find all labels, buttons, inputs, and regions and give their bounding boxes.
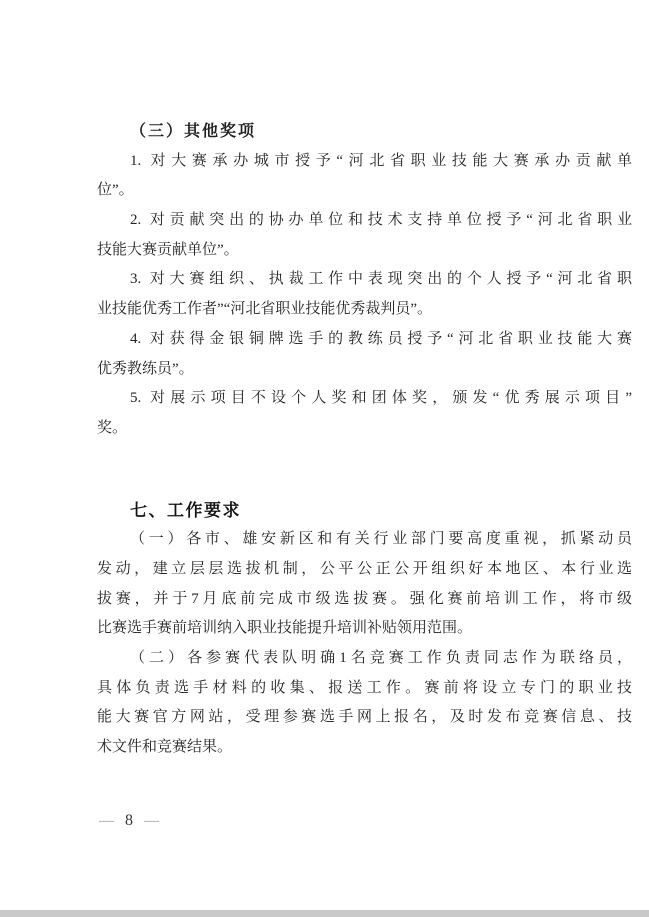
text-line: 3. 对大赛组织、执裁工作中表现突出的个人授予“河北省职 [130,271,632,288]
text-line: 5. 对展示项目不设个人奖和团体奖，颁发“优秀展示项目” [130,390,632,407]
text-line: 发动，建立层层选拔机制，公平公正公开组织好本地区、本行业选 [97,560,632,577]
text-line: 4. 对获得金银铜牌选手的教练员授予“河北省职业技能大赛 [130,330,632,347]
text-line: 1. 对大赛承办城市授予“河北省职业技能大赛承办贡献单 [130,152,632,169]
text-line: 拔赛，并于7月底前完成市级选拔赛。强化赛前培训工作，将市级 [97,590,632,607]
page-bottom-edge-bar [0,910,649,917]
text-line: 业技能优秀工作者”“河北省职业技能优秀裁判员”。 [97,301,432,318]
text-line: 优秀教练员”。 [97,360,194,377]
text-line: 位”。 [97,182,134,199]
text-line: 术文件和竞赛结果。 [97,739,233,756]
footer-page-number: 8 [125,812,133,829]
document-body [97,117,632,763]
text-line: 具体负责选手材料的收集、报送工作。赛前将设立专门的职业技 [97,679,632,696]
text-line: 奖。 [97,419,128,436]
text-line: （二）各参赛代表队明确1名竞赛工作负责同志作为联络员， [130,650,632,666]
heading-line: 七、工作要求 [130,500,241,520]
text-line: 比赛选手赛前培训纳入职业技能提升培训补贴领用范围。 [97,620,473,637]
text-line: 2. 对贡献突出的协办单位和技术支持单位授予“河北省职业 [130,212,632,229]
text-line: （一）各市、雄安新区和有关行业部门要高度重视，抓紧动员 [130,531,632,548]
heading-line: （三）其他奖项 [130,123,257,140]
text-line: 技能大赛贡献单位”。 [97,241,239,258]
footer-dash-right: — [144,813,159,829]
footer-dash-left: — [99,813,114,829]
page-footer [99,810,159,832]
text-line: 能大赛官方网站，受理参赛选手网上报名，及时发布竞赛信息、技 [97,709,632,726]
